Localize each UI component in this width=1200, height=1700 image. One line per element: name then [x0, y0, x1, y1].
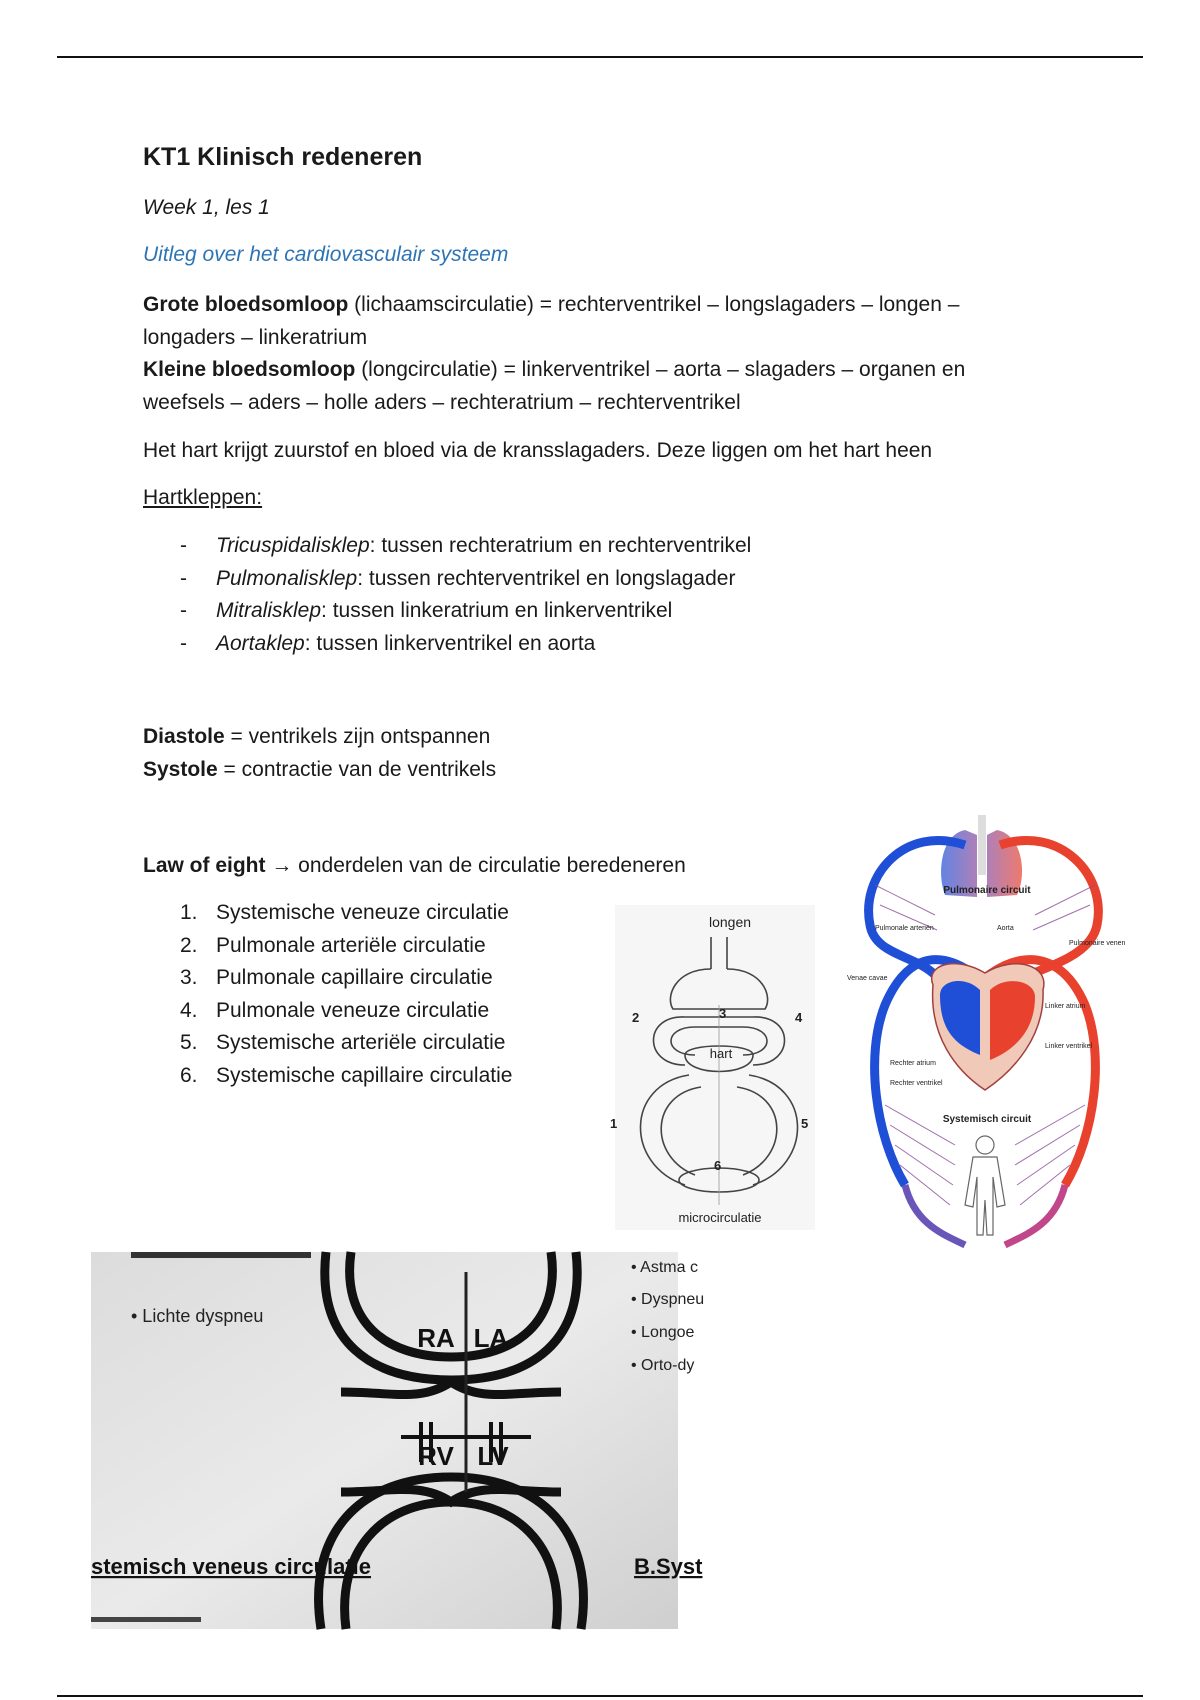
valves-list — [180, 530, 751, 660]
list-item: - Tricuspidalisklep: tussen rechteratrium en rechterventrikel — [180, 534, 752, 557]
label-pulm-veins: Pulmonaire venen — [1069, 940, 1126, 947]
number-3: 3 — [719, 1006, 727, 1021]
number-2: 2 — [632, 1010, 640, 1025]
diastole-term: Diastole — [143, 725, 225, 748]
number-6: 6 — [714, 1158, 722, 1173]
label-rv: RV — [418, 1441, 454, 1471]
whiteboard-photo — [91, 1252, 705, 1629]
diastole-definition: = ventrikels zijn ontspannen — [224, 725, 491, 748]
law-definition: → onderdelen van de circulatie beredeneren — [265, 854, 686, 877]
circulation-paragraph — [143, 289, 1043, 419]
law-of-eight-diagram — [610, 905, 815, 1230]
systemic-circuit-title: Systemisch circuit — [942, 1114, 1032, 1125]
week-label: Week 1, les 1 — [143, 196, 270, 219]
label-la: LA — [473, 1323, 509, 1353]
number-5: 5 — [801, 1116, 809, 1131]
grote-definition: (lichaamscirculatie) = rechterventrikel – longslagaders – longen – longaders – linkeratrium — [143, 293, 960, 349]
note-right-2: • Dyspneu — [631, 1291, 705, 1308]
document-title: KT1 Klinisch redeneren — [143, 143, 423, 171]
section-heading: Uitleg over het cardiovasculair systeem — [143, 243, 509, 266]
law-of-eight-list — [180, 897, 512, 1092]
label-lv: LV — [477, 1441, 509, 1471]
number-4: 4 — [795, 1010, 803, 1025]
valves-heading: Hartkleppen: — [143, 486, 263, 509]
circulation-illustration — [845, 805, 1125, 1285]
law-of-eight-line — [143, 850, 743, 883]
label-right-atrium: Rechter atrium — [890, 1060, 936, 1067]
law-term: Law of eight — [143, 854, 266, 877]
note-bottom-right: B.Syst — [634, 1554, 703, 1579]
pulmonary-circuit-title: Pulmonaire circuit — [943, 885, 1031, 896]
systole-definition: = contractie van de ventrikels — [217, 757, 497, 781]
label-venae-cavae: Venae cavae — [847, 975, 888, 982]
list-item: 6. Systemische capillaire circulatie — [180, 1063, 513, 1087]
label-ra: RA — [417, 1323, 455, 1353]
note-right-1: • Astma c — [631, 1259, 698, 1276]
label-longen: longen — [708, 914, 752, 930]
label-left-ventricle: Linker ventrikel — [1045, 1043, 1093, 1050]
list-item: 4. Pulmonale veneuze circulatie — [180, 998, 490, 1022]
list-item: 3. Pulmonale capillaire circulatie — [180, 966, 493, 989]
kleine-term: Kleine bloedsomloop — [143, 358, 356, 381]
cycle-paragraph — [143, 721, 1043, 786]
label-microcirculatie: microcirculatie — [678, 1210, 762, 1225]
kleine-definition: (longcirculatie) = linkerventrikel – aorta – slagaders – organen en weefsels – aders – holle aders – rechteratrium – rechterventrikel — [143, 358, 966, 414]
label-right-ventricle: Rechter ventrikel — [890, 1080, 943, 1087]
list-item: - Pulmonalisklep: tussen rechterventrikel en longslagader — [180, 566, 736, 590]
number-1: 1 — [610, 1116, 618, 1131]
note-right-3: • Longoe — [631, 1324, 695, 1341]
list-item: 5. Systemische arteriële circulatie — [180, 1031, 506, 1054]
grote-term: Grote bloedsomloop — [143, 293, 349, 316]
list-item: - Mitralisklep: tussen linkeratrium en linkerventrikel — [180, 599, 673, 622]
label-left-atrium: Linker atrium — [1045, 1003, 1086, 1010]
note-right-4: • Orto-dy — [631, 1357, 695, 1374]
heart-supply-paragraph: Het hart krijgt zuurstof en bloed via de kransslagaders. Deze liggen om het hart heen — [143, 439, 933, 462]
note-bottom-left: stemisch veneus circulatie — [91, 1554, 372, 1579]
list-item: 1. Systemische veneuze circulatie — [180, 901, 509, 924]
label-aorta: Aorta — [997, 925, 1014, 932]
list-item: - Aortaklep: tussen linkerventrikel en aorta — [180, 631, 596, 655]
label-pulm-arteries: Pulmonale arteriën — [875, 925, 934, 932]
list-item: 2. Pulmonale arteriële circulatie — [180, 933, 486, 957]
label-hart: hart — [709, 1046, 733, 1061]
note-lichte-dyspneu: • Lichte dyspneu — [131, 1306, 264, 1326]
systole-term: Systole — [143, 757, 218, 781]
header-rule — [57, 56, 1143, 58]
footer-rule — [57, 1695, 1143, 1697]
